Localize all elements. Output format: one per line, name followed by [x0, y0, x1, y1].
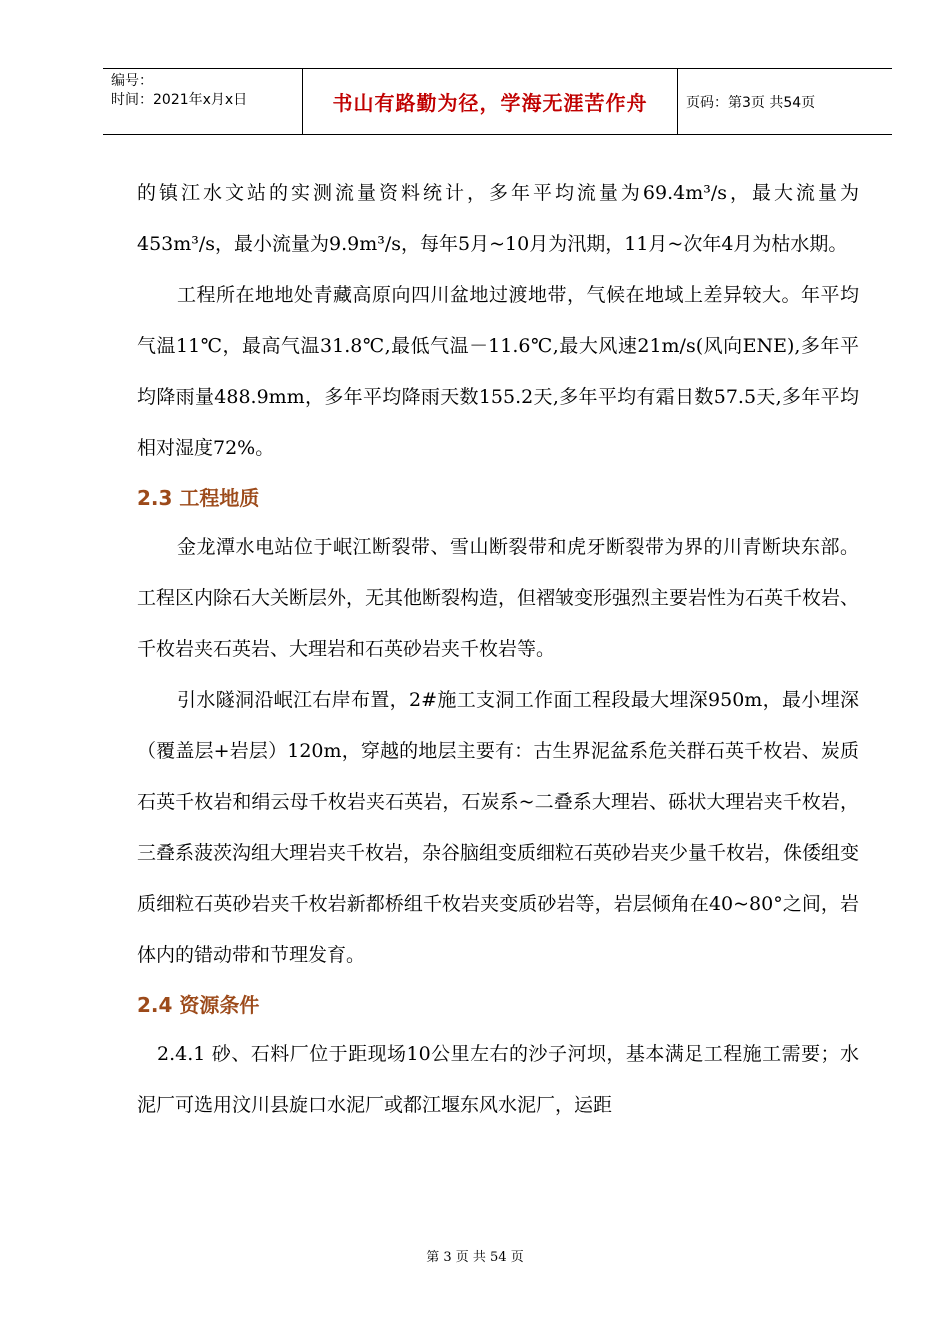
paragraph-tunnel-strata: 引水隧洞沿岷江右岸布置，2#施工支洞工作面工程段最大埋深950m，最小埋深（覆盖层+岩层）120m，穿越的地层主要有：古生界泥盆系危关群石英千枚岩、炭质石英千枚岩和绢云母千枚岩夹石英岩，石炭系~二叠系大理岩、砾状大理岩夹千枚岩，三叠系菠茨沟组大理岩夹千枚岩，杂谷脑组变质细粒石英砂岩夹少量千枚岩，侏倭组变质细粒石英砂岩夹千枚岩新都桥组千枚岩夹变质砂岩等，岩层倾角在40~80°之间，岩体内的错动带和节理发育。	[137, 689, 860, 966]
header-motto: 书山有路勤为径，学海无涯苦作舟	[303, 69, 678, 134]
section-heading-geology: 2.3 工程地质	[137, 486, 260, 510]
document-number-label: 编号：	[111, 73, 153, 89]
document-time-label: 时间：2021年x月x日	[111, 92, 248, 108]
header-page-info: 页码：第3页 共54页	[686, 94, 816, 111]
paragraph-climate: 工程所在地地处青藏高原向四川盆地过渡地带，气候在地域上差异较大。年平均气温11℃，最高气温31.8℃,最低气温－11.6℃,最大风速21m/s(风向ENE),多年平均降雨量488.9mm，多年平均降雨天数155.2天,多年平均有霜日数57.5天,多年平均相对湿度72%。	[137, 284, 859, 459]
paragraph-resources: 2.4.1 砂、石料厂位于距现场10公里左右的沙子河坝，基本满足工程施工需要；水泥厂可选用汶川县旋口水泥厂或都江堰东风水泥厂，运距	[137, 1043, 859, 1116]
header-meta	[103, 69, 303, 134]
section-heading-resources: 2.4 资源条件	[137, 993, 260, 1017]
document-body	[137, 168, 859, 1131]
paragraph-hydrology: 的镇江水文站的实测流量资料统计，多年平均流量为69.4m³/s，最大流量为453m³/s，最小流量为9.9m³/s，每年5月~10月为汛期，11月~次年4月为枯水期。	[137, 182, 859, 255]
page-header	[103, 68, 892, 135]
paragraph-geology: 金龙潭水电站位于岷江断裂带、雪山断裂带和虎牙断裂带为界的川青断块东部。工程区内除石大关断层外，无其他断裂构造，但褶皱变形强烈主要岩性为石英千枚岩、千枚岩夹石英岩、大理岩和石英砂岩夹千枚岩等。	[137, 536, 860, 660]
page-footer: 第 3 页 共 54 页	[426, 1250, 524, 1265]
